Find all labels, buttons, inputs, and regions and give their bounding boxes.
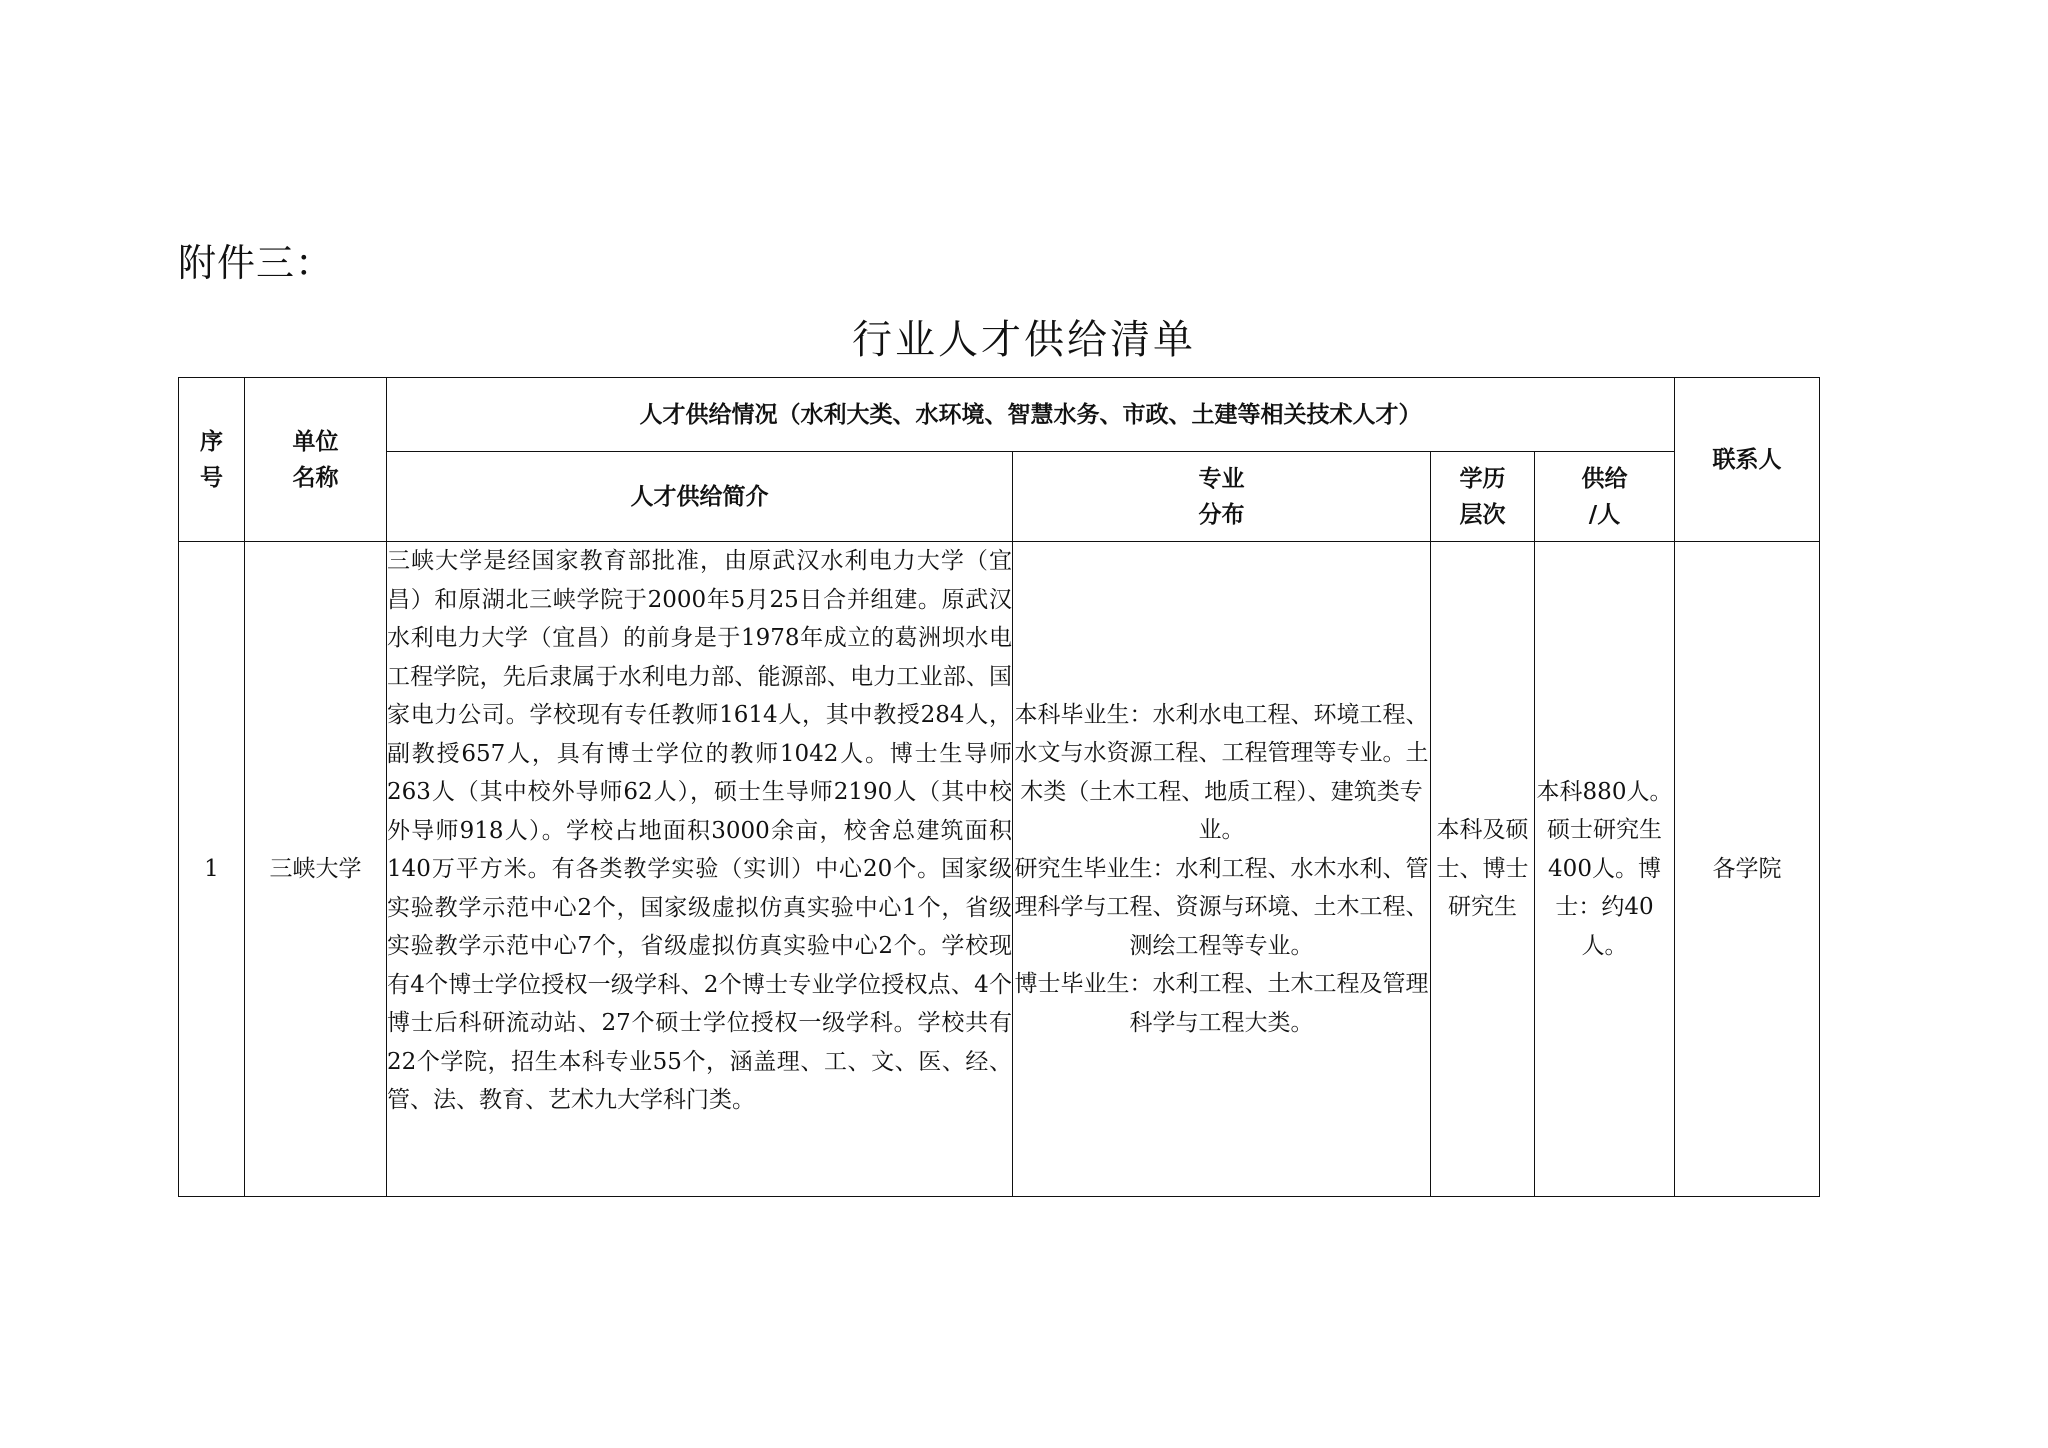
header-degree: 学历 层次 xyxy=(1431,452,1535,542)
cell-degree: 本科及硕士、博士研究生 xyxy=(1431,542,1535,1197)
header-contact: 联系人 xyxy=(1675,378,1820,542)
table-row xyxy=(179,542,1820,1197)
cell-majors: 本科毕业生：水利水电工程、环境工程、水文与水资源工程、工程管理等专业。土木类（土木工程、地质工程）、建筑类专业。 研究生毕业生：水利工程、水木水利、管理科学与工程、资源与环境、土木工程、测绘工程等专业。 博士毕业生：水利工程、土木工程及管理科学与工程大类。 xyxy=(1013,542,1431,1197)
header-group: 人才供给情况（水利大类、水环境、智慧水务、市政、土建等相关技术人才） xyxy=(387,378,1675,452)
header-intro: 人才供给简介 xyxy=(387,452,1013,542)
header-unit-name: 单位 名称 xyxy=(245,378,387,542)
header-row-1 xyxy=(179,378,1820,452)
header-no: 序 号 xyxy=(179,378,245,542)
cell-unit-name: 三峡大学 xyxy=(245,542,387,1197)
cell-no: 1 xyxy=(179,542,245,1197)
cell-intro: 三峡大学是经国家教育部批准，由原武汉水利电力大学（宜昌）和原湖北三峡学院于2000年5月25日合并组建。原武汉水利电力大学（宜昌）的前身是于1978年成立的葛洲坝水电工程学院，先后隶属于水利电力部、能源部、电力工业部、国家电力公司。学校现有专任教师1614人，其中教授284人，副教授657人，具有博士学位的教师1042人。博士生导师263人（其中校外导师62人），硕士生导师2190人（其中校外导师918人）。学校占地面积3000余亩，校舍总建筑面积140万平方米。有各类教学实验（实训）中心20个。国家级实验教学示范中心2个，国家级虚拟仿真实验中心1个，省级实验教学示范中心7个，省级虚拟仿真实验中心2个。学校现有4个博士学位授权一级学科、2个博士专业学位授权点、4个博士后科研流动站、27个硕士学位授权一级学科。学校共有22个学院，招生本科专业55个，涵盖理、工、文、医、经、管、法、教育、艺术九大学科门类。 xyxy=(387,542,1013,1197)
talent-supply-table xyxy=(178,377,1820,1197)
cell-contact: 各学院 xyxy=(1675,542,1820,1197)
header-majors: 专业 分布 xyxy=(1013,452,1431,542)
cell-supply: 本科880人。硕士研究生400人。博士：约40人。 xyxy=(1535,542,1675,1197)
document-title: 行业人才供给清单 xyxy=(852,317,1196,363)
header-row-2 xyxy=(179,452,1820,542)
header-supply: 供给 /人 xyxy=(1535,452,1675,542)
attachment-label: 附件三： xyxy=(178,241,335,285)
